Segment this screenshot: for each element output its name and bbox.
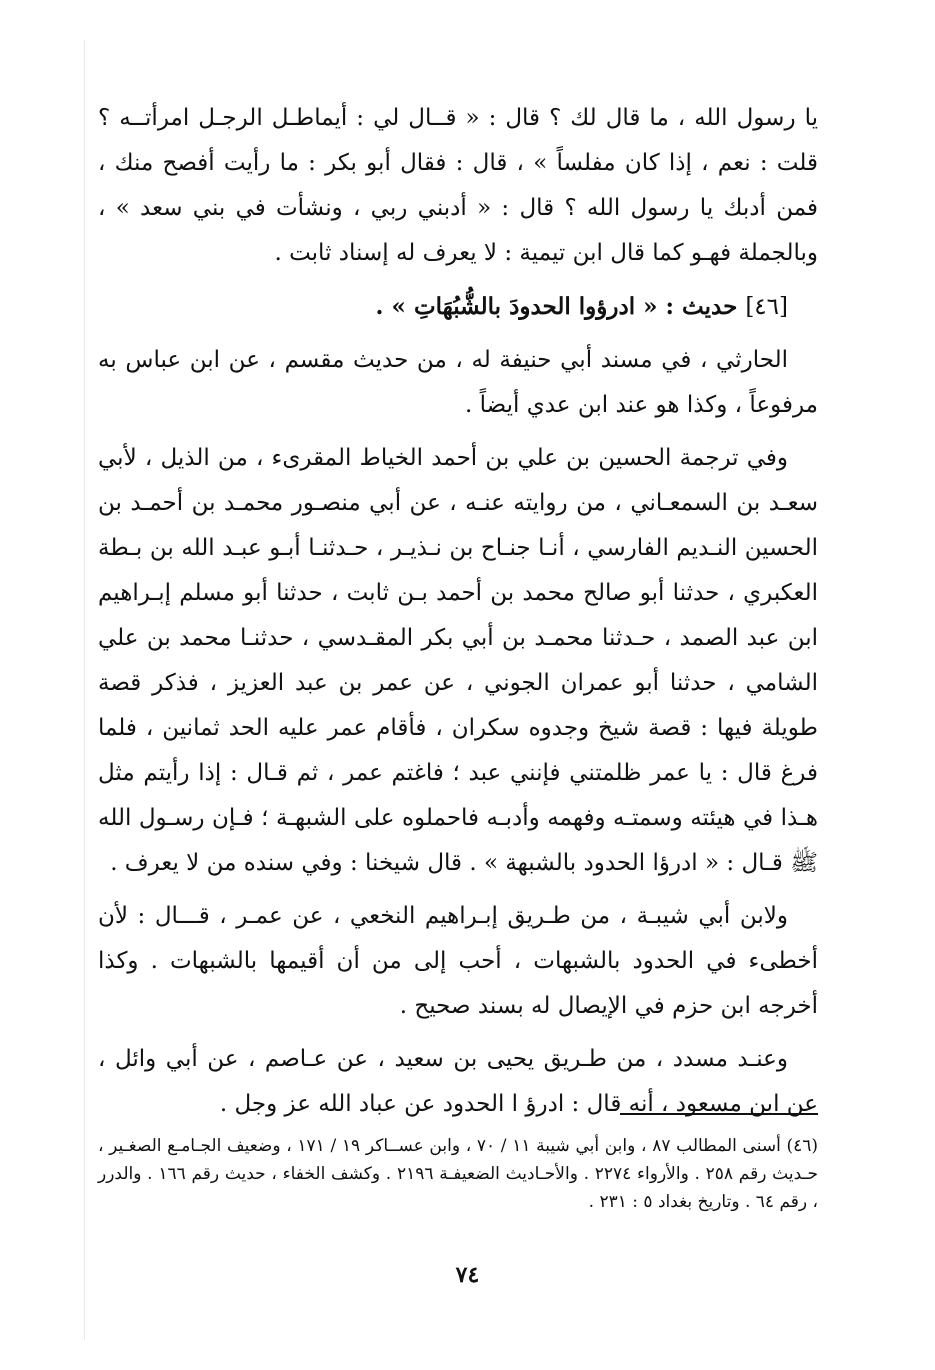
- hadith-text: « ادرؤوا الحدودَ بالشُّبُهَاتِ » .: [375, 293, 658, 320]
- binding-edge-line: [84, 40, 85, 1340]
- paragraph-gap: [98, 886, 818, 894]
- hadith-intro: حديث :: [665, 293, 738, 320]
- paragraph-gap: [98, 428, 818, 436]
- paragraph-gap: [98, 276, 818, 284]
- hadith-heading: [98, 284, 818, 330]
- paragraph-ibn-abi-shaiba: ولابن أبي شيبـة ، من طـريق إبـراهيم النخعي ، عن عمـر ، قـــال : لأن أخطىء في الحدود بالشبهات ، أحب إلى من أن أقيمها بالشبهات . وكذا أخرجه ابن حزم في الإيصال له بسند صحيح .: [98, 903, 818, 1019]
- main-text-block: [98, 96, 818, 1127]
- footnote-46: (٤٦) أسنى المطالب ٨٧ ، وابن أبي شيبة ١١ / ٧٠ ، وابن عســاكر ١٩ / ١٧١ ، وضعيف الجـامـع الصغـير ، حـديث رقم ٢٥٨ . والأرواء ٢٢٧٤ . والأحـاديث الضعيفـة ٢١٩٦ . وكشف الخفاء ، حديث رقم ١٦٦ . والدرر ، رقم ٦٤ . وتاريخ بغداد ٥ : ٢٣١ .: [98, 1136, 819, 1212]
- footnote-divider: [620, 1113, 818, 1115]
- paragraph-gap: [98, 330, 818, 338]
- paragraph-harithi: الحارثي ، في مسند أبي حنيفة له ، من حديث مقسم ، عن ابن عباس به مرفوعاً ، وكذا هو عند ابن عدي أيضاً .: [98, 347, 818, 418]
- footnote-block: [98, 1132, 818, 1216]
- paragraph-tarjama: وفي ترجمة الحسين بن علي بن أحمد الخياط المقرىء ، من الذيل ، لأبي سعـد بن السمعـاني ، من روايته عنـه ، عن أبي منصـور محمـد بن أحمـد بن الحسين النـديم الفارسي ، أنـا جنـاح بن نـذيـر ، حـدثنـا أبـو عبـد الله بن بـطة العكبري ، حدثنا أبو صالح محمد بن أحمد بـن ثابت ، حدثنا أبو مسلم إبـراهيم ابن عبد الصمد ، حـدثنا محمـد بن أبي بكر المقـدسي ، حدثنـا محمد بن علي الشامي ، حدثنا أبو عمران الجوني ، عن عمر بن عبد العزيز ، فذكر قصة طويلة فيها : قصة شيخ وجدوه سكران ، فأقام عمر عليه الحد ثمانين ، فلما فرغ قال : يا عمر ظلمتني فإنني عبد ؛ فاغتم عمر ، ثم قـال : إذا رأيتم مثل هـذا في هيئته وسمتـه وفهمه وأدبـه فاحملوه على الشبهـة ؛ فـإن رسـول الله ﷺ قـال : « ادرؤا الحدود بالشبهة » . قال شيخنا : وفي سنده من لا يعرف .: [98, 445, 818, 876]
- hadith-number: [٤٦]: [745, 294, 788, 320]
- paragraph-continuation: يا رسول الله ، ما قال لك ؟ قال : « قــال لي : أيماطـل الرجـل امرأتــه ؟ قلت : نعم ، إذا كان مفلساً » ، قال : فقال أبو بكر : ما رأيت أفصح منك ، فمن أدبك يا رسول الله ؟ قال : « أدبني ربي ، ونشأت في بني سعد » ، وبالجملة فهـو كما قال ابن تيمية : لا يعرف له إسناد ثابت .: [98, 105, 818, 266]
- paragraph-musaddad: وعنـد مسدد ، من طـريق يحيى بن سعيد ، عن عـاصم ، عن أبي وائل ، عن ابن مسعود ، أنه قال : ادرؤ ا الحدود عن عباد الله عز وجل .: [98, 1046, 818, 1117]
- paragraph-gap: [98, 1029, 818, 1037]
- page-number: ٧٤: [455, 1262, 480, 1288]
